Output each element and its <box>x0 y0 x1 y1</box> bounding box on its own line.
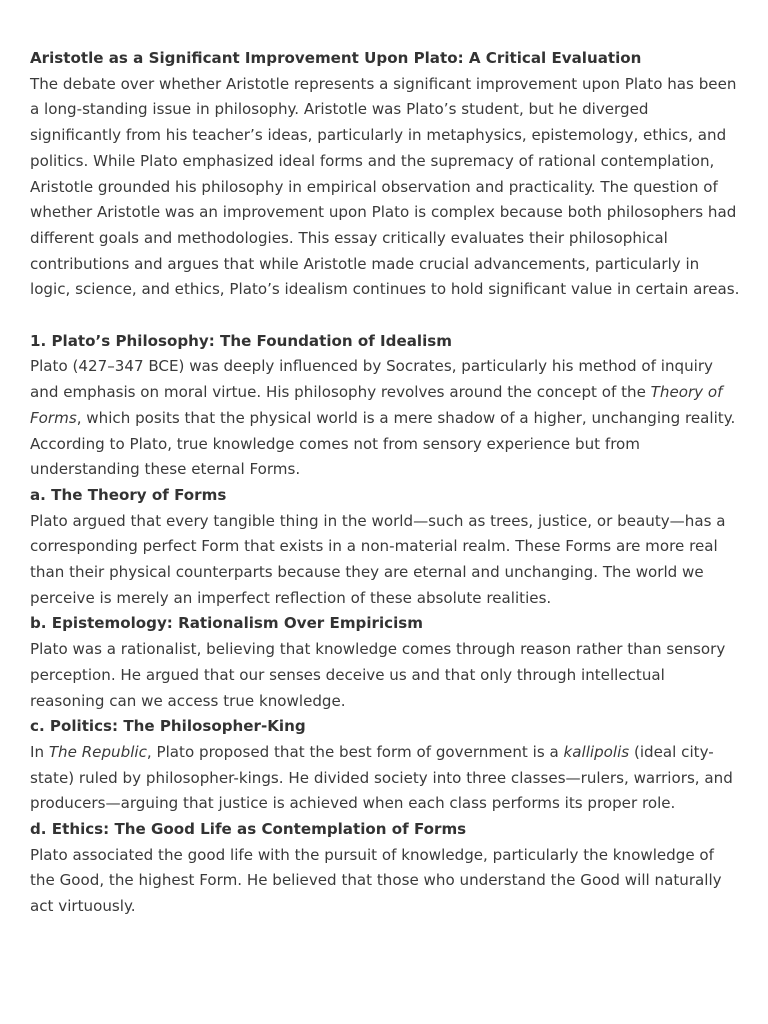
subsection-a-heading: a. The Theory of Forms <box>30 485 227 504</box>
subsection-c-paragraph <box>30 740 742 817</box>
section-1-text-start: Plato (427–347 BCE) was deeply influenced by Socrates, particularly his method of inquiry and emphasis on moral virtue. His philosophy revolves around the concept of the <box>30 357 713 402</box>
document-page <box>30 46 742 920</box>
paragraph-gap <box>30 303 742 329</box>
subsection-d-paragraph: Plato associated the good life with the pursuit of knowledge, particularly the knowledge of the Good, the highest Form. He believed that those who understand the Good will naturally act virtuously. <box>30 845 722 916</box>
intro-paragraph: The debate over whether Aristotle represents a significant improvement upon Plato has been a long-standing issue in philosophy. Aristotle was Plato’s student, but he diverged significantly from his teacher’s ideas, particularly in metaphysics, epistemology, ethics, and politics. While Plato emphasized ideal forms and the supremacy of rational contemplation, Aristotle grounded his philosophy in empirical observation and practicality. The question of whether Aristotle was an improvement upon Plato is complex because both philosophers had different goals and methodologies. This essay critically evaluates their philosophical contributions and argues that while Aristotle made crucial advancements, particularly in logic, science, and ethics, Plato’s idealism continues to hold significant value in certain areas. <box>30 74 740 299</box>
section-1-heading: 1. Plato’s Philosophy: The Foundation of Idealism <box>30 331 452 350</box>
section-1-paragraph <box>30 354 742 483</box>
section-1-text-end: , which posits that the physical world is a mere shadow of a higher, unchanging reality. According to Plato, true knowledge comes not from sensory experience but from understanding these eternal Forms. <box>30 408 736 479</box>
subsection-c-text-mid: , Plato proposed that the best form of government is a <box>146 742 564 761</box>
subsection-d-heading: d. Ethics: The Good Life as Contemplation of Forms <box>30 820 467 839</box>
subsection-c-text-post: (ideal city-state) ruled by philosopher-kings. He divided society into three classes—rulers, warriors, and producers—arguing that justice is achieved when each class performs its proper role. <box>30 742 733 813</box>
subsection-a-paragraph: Plato argued that every tangible thing in the world—such as trees, justice, or beauty—has a corresponding perfect Form that exists in a non-material realm. These Forms are more real than their physical counterparts because they are eternal and unchanging. The world we perceive is merely an imperfect reflection of these absolute realities. <box>30 511 726 607</box>
subsection-c-italic-kallipolis: kallipolis <box>563 742 630 761</box>
subsection-b-heading: b. Epistemology: Rationalism Over Empiricism <box>30 614 423 633</box>
document-title: Aristotle as a Significant Improvement Upon Plato: A Critical Evaluation <box>30 49 642 67</box>
section-1-italic-term: Theory of Forms <box>30 383 723 427</box>
subsection-c-text-pre: In <box>30 742 49 761</box>
subsection-c-italic-republic: The Republic <box>48 742 147 761</box>
subsection-b-paragraph: Plato was a rationalist, believing that knowledge comes through reason rather than sensory perception. He argued that our senses deceive us and that only through intellectual reasoning can we access true knowledge. <box>30 640 726 710</box>
subsection-c-heading: c. Politics: The Philosopher-King <box>30 717 306 736</box>
